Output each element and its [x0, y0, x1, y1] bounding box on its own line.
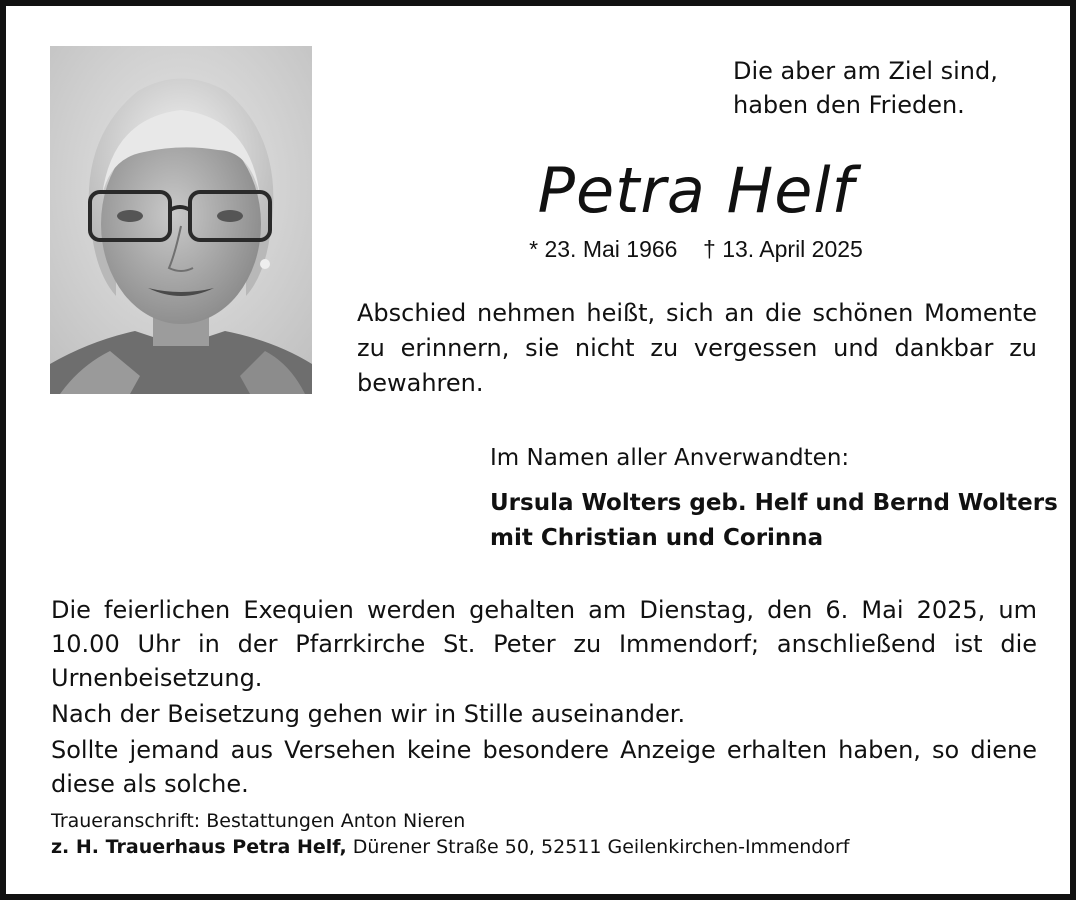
epitaph-quote: [733, 54, 998, 122]
service-paragraph-exequien: Die feierlichen Exequien werden gehalten am Dienstag, den 6. Mai 2025, um 10.00 Uhr in der Pfarrkirche St. Peter zu Immendorf; anschließend ist die Urnenbeisetzung.: [51, 596, 1037, 692]
service-details: [51, 593, 1037, 801]
epitaph-line-1: Die aber am Ziel sind,: [733, 57, 998, 85]
mourners-names: [490, 486, 1058, 556]
address-recipient: z. H. Trauerhaus Petra Helf,: [51, 836, 347, 858]
farewell-quote: Abschied nehmen heißt, sich an die schönen Momente zu erinnern, sie nicht zu vergessen und dankbar zu bewahren.: [357, 299, 1037, 397]
address-street: Dürener Straße 50, 52511 Geilenkirchen-Immendorf: [346, 836, 850, 858]
deceased-name: Petra Helf: [537, 154, 855, 227]
service-paragraph-anzeige: Sollte jemand aus Versehen keine besondere Anzeige erhalten haben, so diene diese als solche.: [51, 736, 1037, 798]
mourners-block: [490, 442, 1058, 556]
mourners-line-2: mit Christian und Corinna: [490, 525, 824, 551]
address-line-2: [51, 834, 1041, 860]
life-dates: * 23. Mai 1966 † 13. April 2025: [529, 236, 863, 262]
address-line-1: Traueranschrift: Bestattungen Anton Nieren: [51, 810, 466, 832]
epitaph-line-2: haben den Frieden.: [733, 91, 965, 119]
mourning-address: [51, 808, 1041, 860]
mourners-line-1: Ursula Wolters geb. Helf und Bernd Wolters: [490, 490, 1058, 516]
mourners-intro: Im Namen aller Anverwandten:: [490, 445, 850, 471]
portrait-photo: [50, 46, 312, 394]
service-paragraph-stille: Nach der Beisetzung gehen wir in Stille auseinander.: [51, 700, 686, 728]
